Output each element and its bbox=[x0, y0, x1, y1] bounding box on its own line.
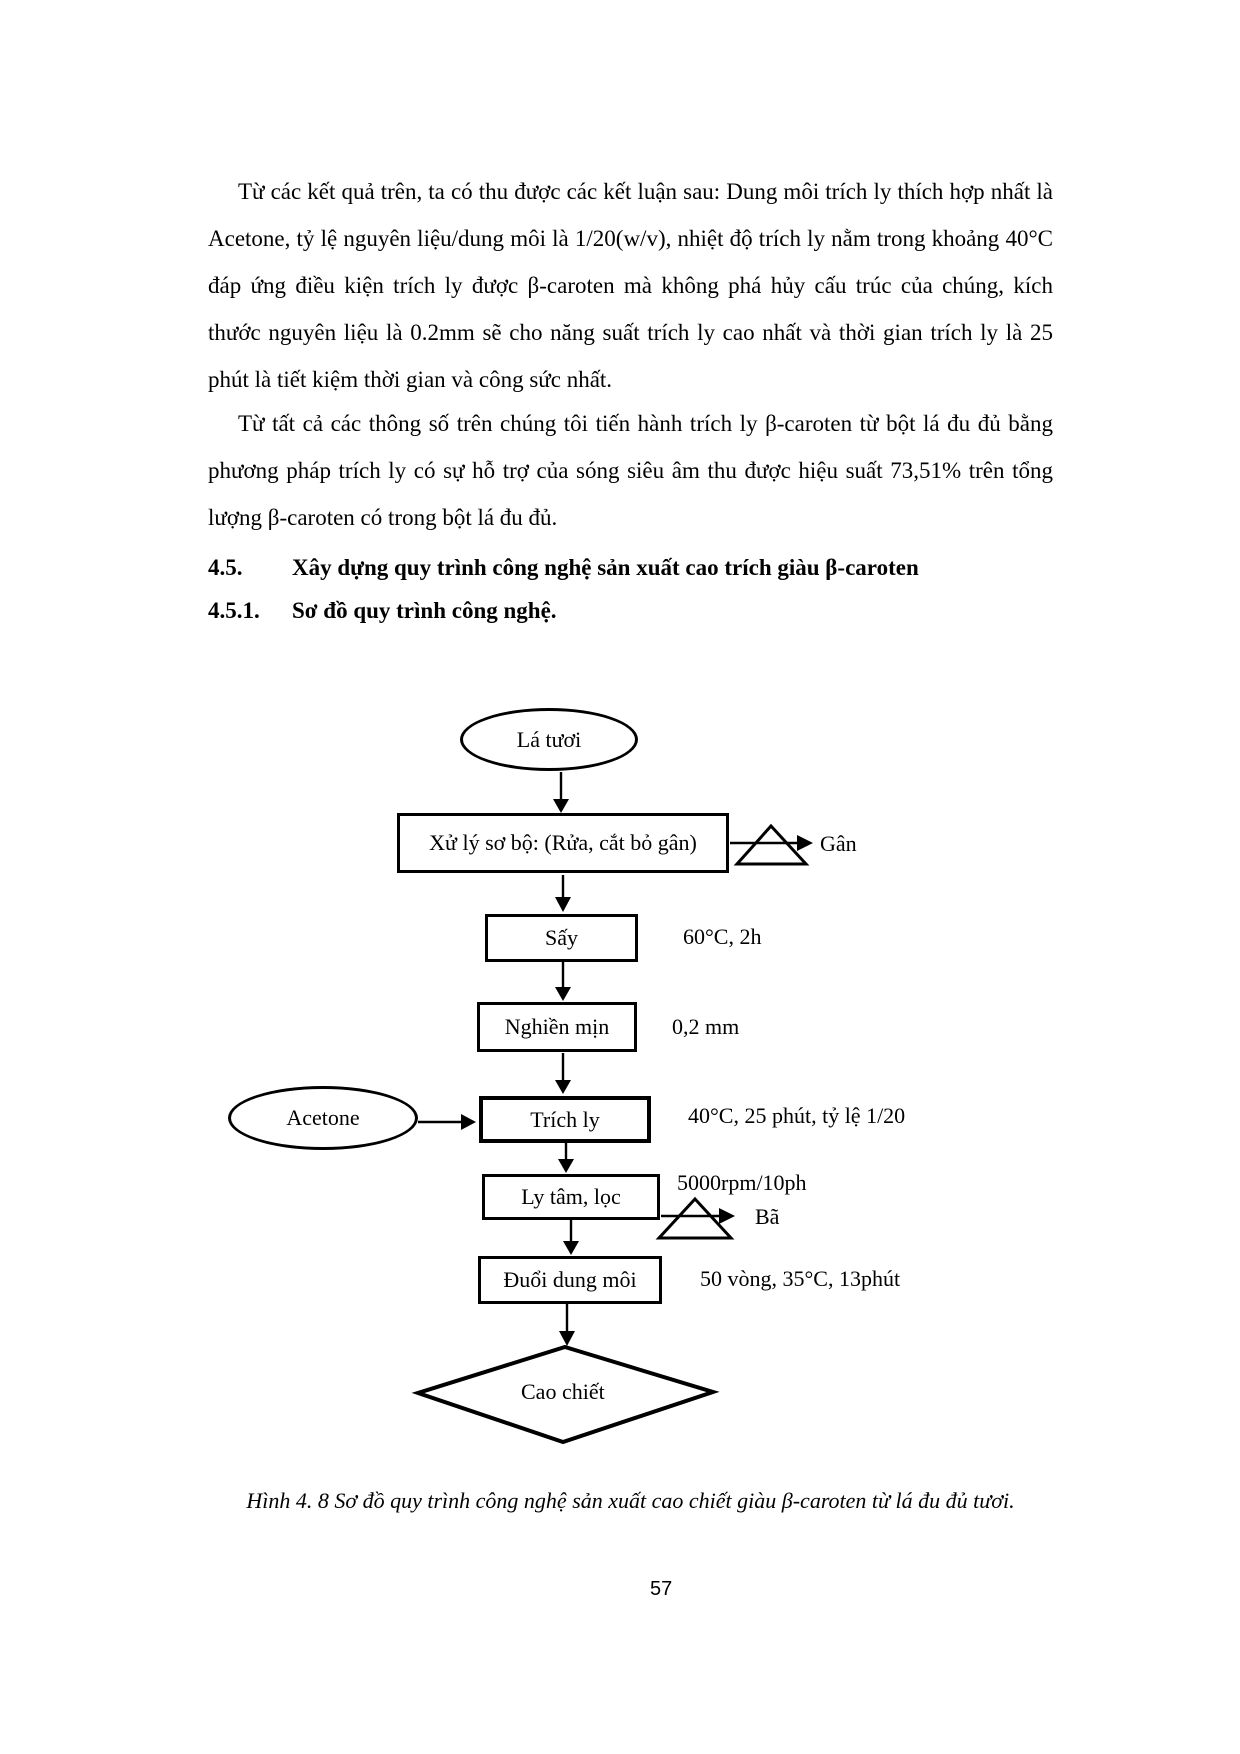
node-acetone: Acetone bbox=[228, 1086, 418, 1150]
section-title: Xây dựng quy trình công nghệ sản xuất cao trích giàu β-caroten bbox=[292, 555, 919, 580]
paragraph-conclusion: Từ các kết quả trên, ta có thu được các kết luận sau: Dung môi trích ly thích hợp nhất là Acetone, tỷ lệ nguyên liệu/dung môi là 1/20(w/v), nhiệt độ trích ly nằm trong khoảng 40°C đáp ứng điều kiện trích ly được β-caroten mà không phá hủy cấu trúc của chúng, kích thước nguyên liệu là 0.2mm sẽ cho năng suất trích ly cao nhất và thời gian trích ly là 25 phút là tiết kiệm thời gian và công sức nhất. bbox=[208, 179, 1053, 392]
label-grinding-condition: 0,2 mm bbox=[672, 1014, 740, 1039]
label-solvent-condition: 50 vòng, 35°C, 13phút bbox=[700, 1266, 901, 1291]
node-pretreatment: Xử lý sơ bộ: (Rửa, cắt bỏ gân) bbox=[397, 813, 729, 873]
section-heading-45 bbox=[208, 552, 1053, 584]
label-vein-output: Gân bbox=[820, 831, 857, 856]
label-extraction-condition: 40°C, 25 phút, tỷ lệ 1/20 bbox=[688, 1103, 906, 1128]
section-title: Sơ đồ quy trình công nghệ. bbox=[292, 598, 557, 623]
label-residue-output: Bã bbox=[755, 1204, 780, 1229]
node-centrifuge: Ly tâm, lọc bbox=[482, 1174, 660, 1220]
waste-triangle-residue bbox=[659, 1199, 731, 1238]
section-number: 4.5.1. bbox=[208, 598, 260, 623]
node-grinding: Nghiền mịn bbox=[477, 1002, 637, 1052]
figure-caption: Hình 4. 8 Sơ đồ quy trình công nghệ sản xuất cao chiết giàu β-caroten từ lá đu đủ tươi. bbox=[246, 1488, 1015, 1513]
node-solvent-removal: Đuổi dung môi bbox=[478, 1256, 662, 1304]
node-extract: Cao chiết bbox=[521, 1379, 605, 1404]
label-centrifuge-condition: 5000rpm/10ph bbox=[677, 1170, 807, 1195]
node-extraction: Trích ly bbox=[479, 1096, 651, 1143]
waste-triangle-vein bbox=[737, 826, 806, 864]
node-fresh-leaves: Lá tươi bbox=[460, 708, 638, 771]
label-drying-condition: 60°C, 2h bbox=[683, 924, 762, 949]
paragraph-summary: Từ tất cả các thông số trên chúng tôi tiến hành trích ly β-caroten từ bột lá đu đủ bằng phương pháp trích ly có sự hỗ trợ của sóng siêu âm thu được hiệu suất 73,51% trên tổng lượng β-caroten có trong bột lá đu đủ. bbox=[208, 411, 1053, 530]
node-drying: Sấy bbox=[485, 914, 638, 962]
section-number: 4.5. bbox=[208, 555, 243, 580]
page-number: 57 bbox=[650, 1578, 673, 1600]
section-heading-451 bbox=[208, 595, 1053, 627]
